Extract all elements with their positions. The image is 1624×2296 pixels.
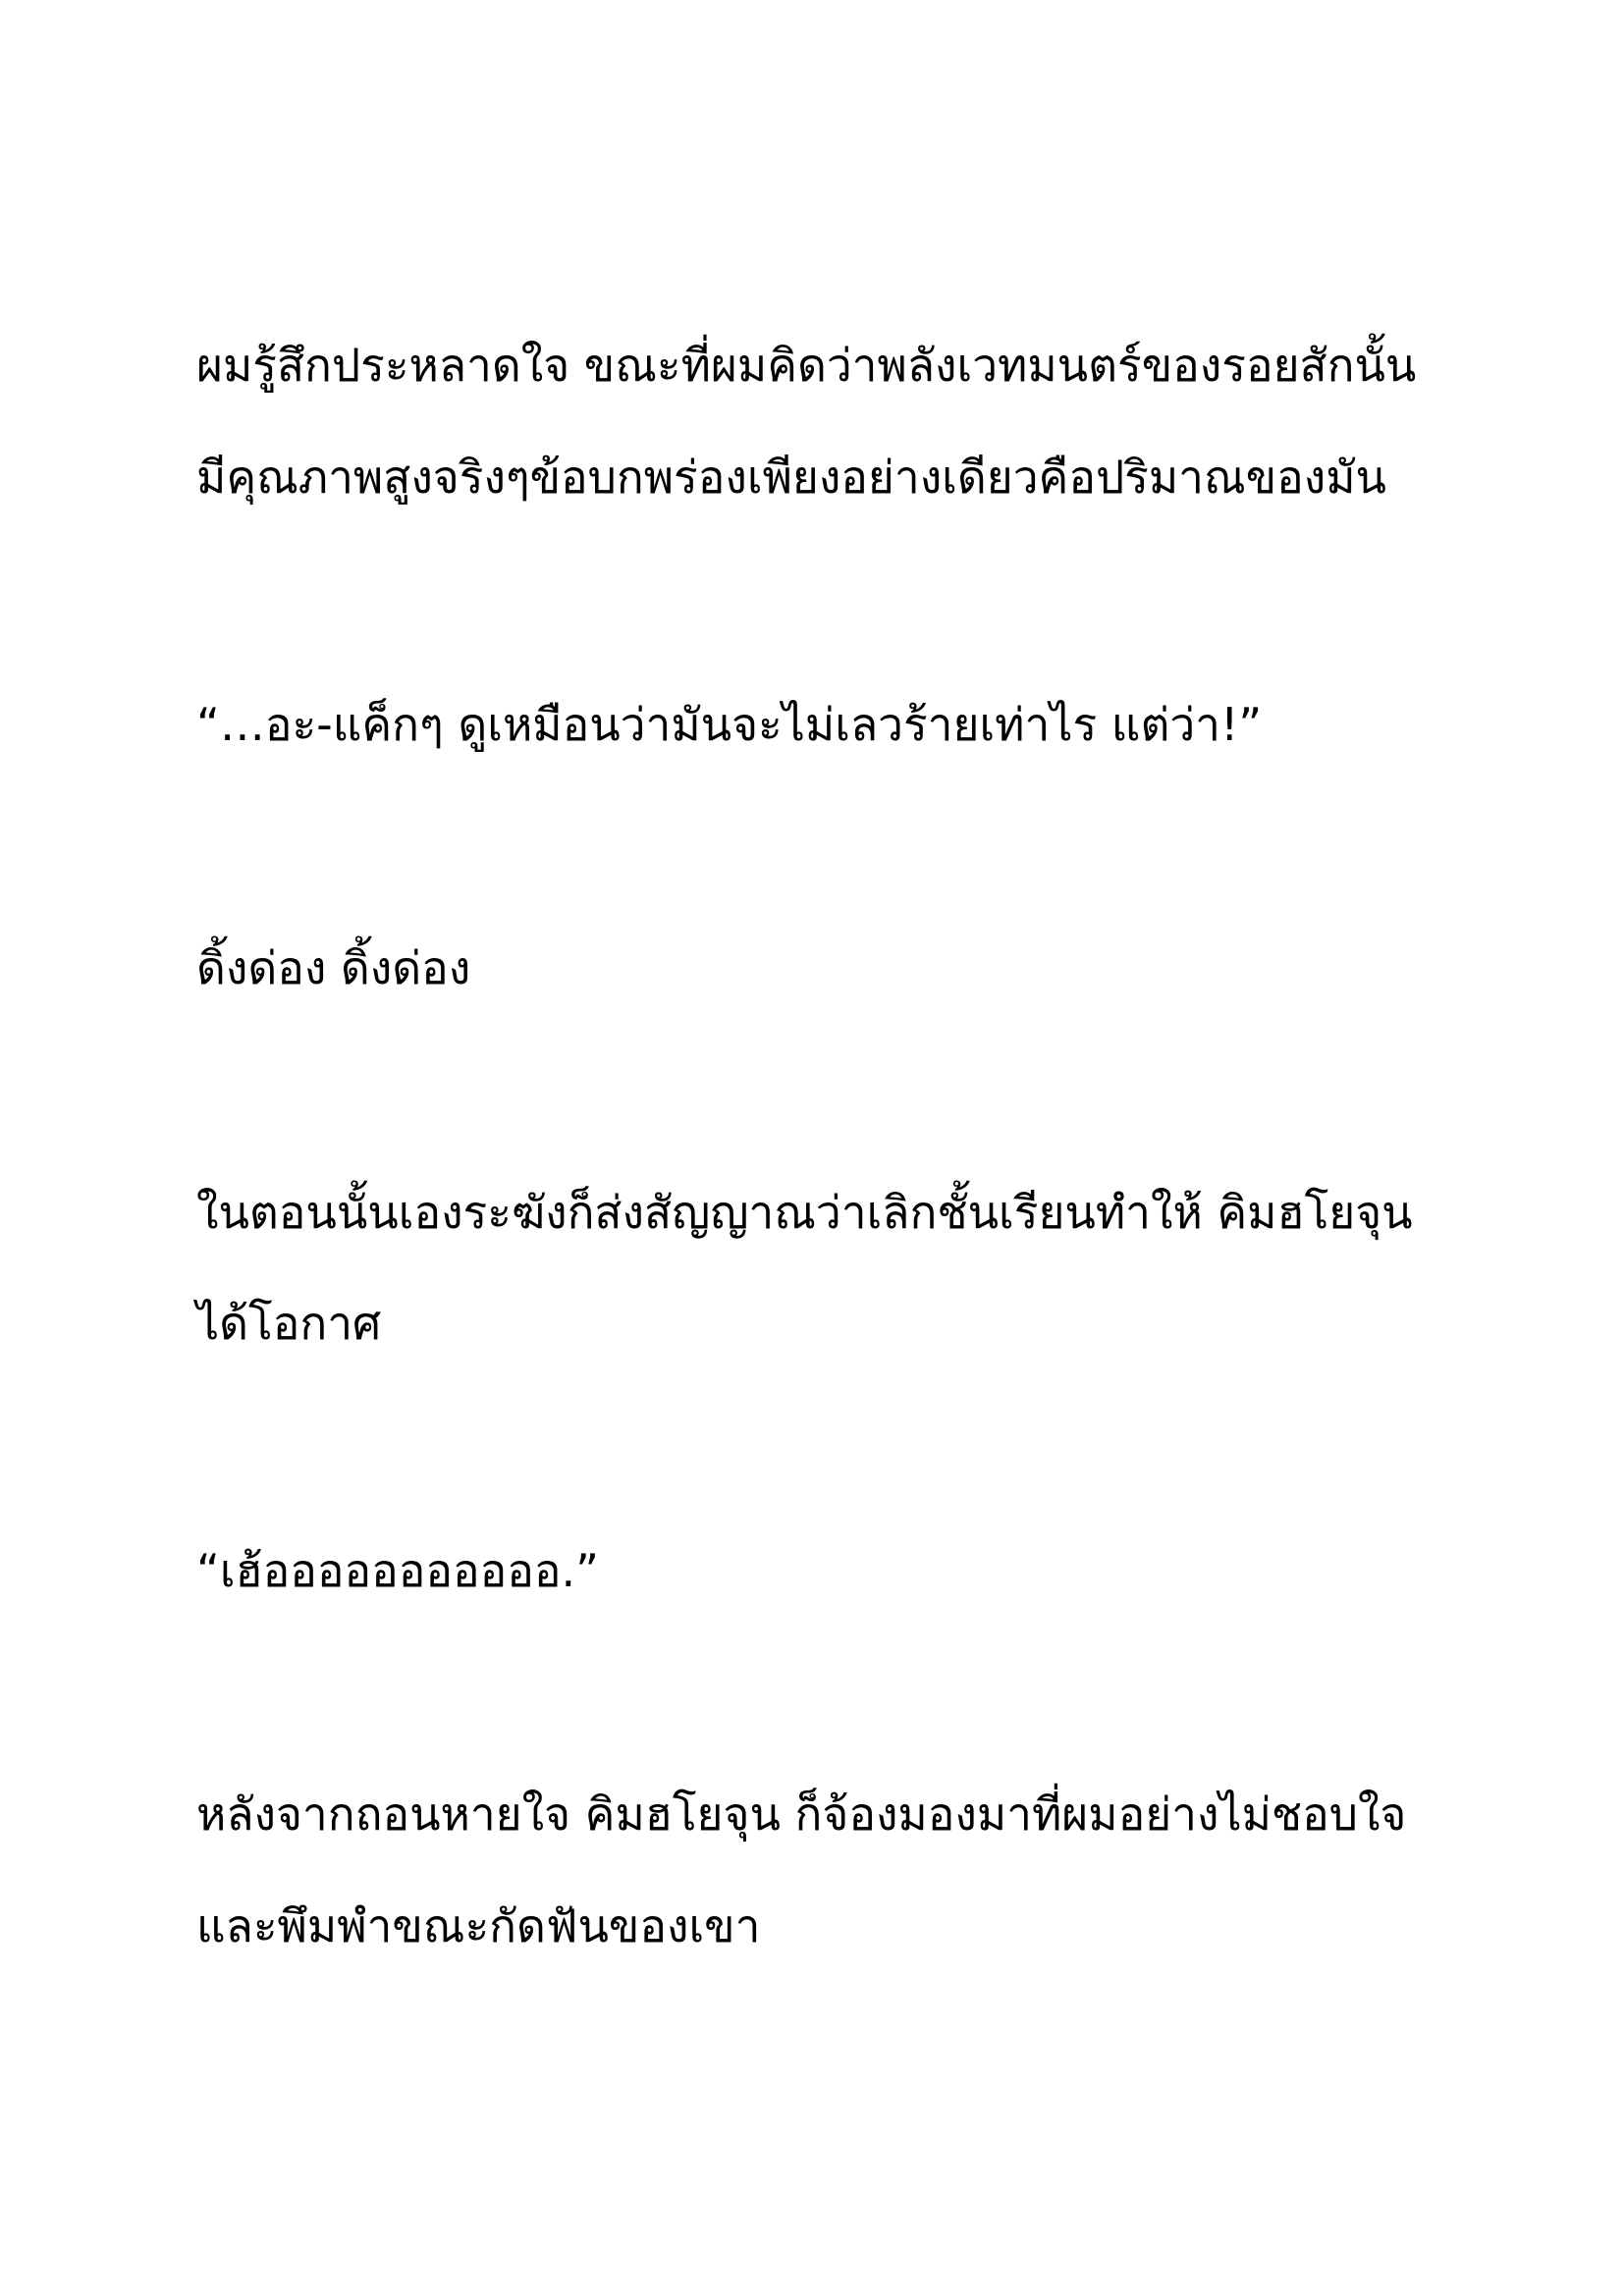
text-line: ได้โอกาศ [196, 1297, 382, 1350]
text-line: มีคุณภาพสูงจริงๆข้อบกพร่องเพียงอย่างเดียวคือปริมาณของมัน [196, 451, 1386, 504]
text-line: หลังจากถอนหายใจ คิมฮโยจุน ก็จ้องมองมาที่ผมอย่างไม่ชอบใจ [196, 1788, 1407, 1841]
dialogue-line: “เฮ้อออออออออออ.” [196, 1544, 599, 1597]
sound-effect-line: ดิ้งด่อง ดิ้งด่อง [196, 941, 471, 994]
text-line: และพึมพำขณะกัดฟันของเขา [196, 1899, 761, 1952]
text-line: ในตอนนั้นเองระฆังก็ส่งสัญญาณว่าเลิกชั้นเรียนทำให้ คิมฮโยจุน [196, 1186, 1413, 1239]
text-line: ผมรู้สึกประหลาดใจ ขณะที่ผมคิดว่าพลังเวทมนตร์ของรอยสักนั้น [196, 339, 1417, 392]
dialogue-line: “…อะ-แค็กๆ ดูเหมือนว่ามันจะไม่เลวร้ายเท่าไร แต่ว่า!” [196, 698, 1263, 751]
